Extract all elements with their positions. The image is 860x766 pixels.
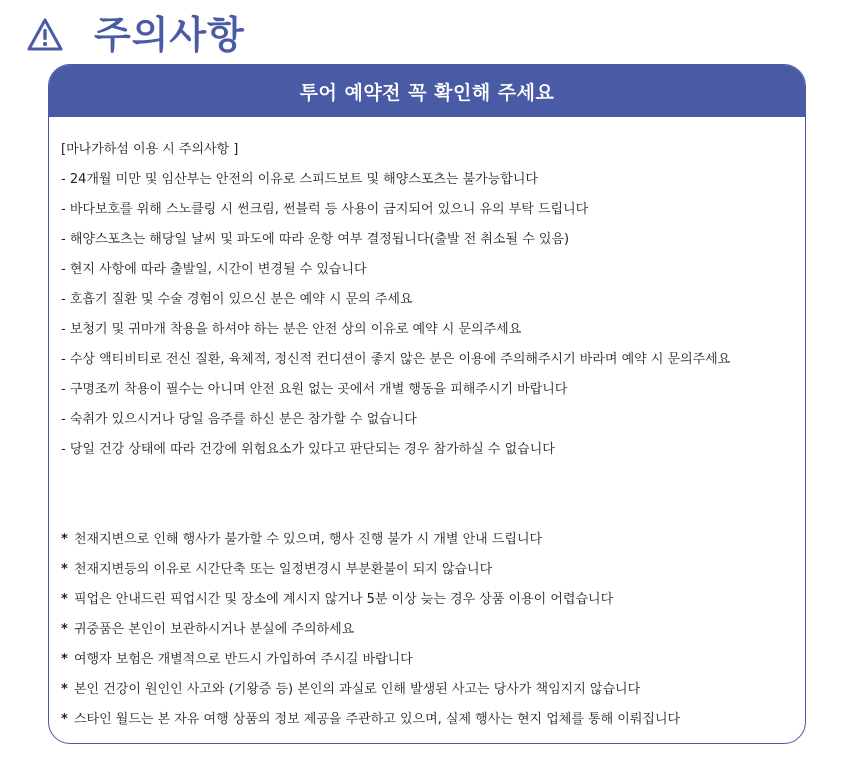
notice-item: - 구명조끼 착용이 필수는 아니며 안전 요원 없는 곳에서 개별 행동을 피해주시기 바랍니다 <box>61 382 568 397</box>
star-notice-item <box>61 555 805 585</box>
star-marker: * <box>61 562 68 577</box>
notice-card <box>48 64 806 744</box>
star-notice-item <box>61 525 805 555</box>
star-marker: * <box>61 622 68 637</box>
star-notice-text: 본인 건강이 원인인 사고와 (기왕증 등) 본인의 과실로 인해 발생된 사고는 당사가 책임지지 않습니다 <box>73 682 641 697</box>
notice-item: - 호흡기 질환 및 수술 경험이 있으신 분은 예약 시 문의 주세요 <box>61 292 413 307</box>
star-notice-item <box>61 645 805 675</box>
star-notice-text: 귀중품은 본인이 보관하시거나 분실에 주의하세요 <box>73 622 355 637</box>
notice-item: - 보청기 및 귀마개 착용을 하셔야 하는 분은 안전 상의 이유로 예약 시 문의주세요 <box>61 322 522 337</box>
star-marker: * <box>61 532 68 547</box>
section-spacer <box>61 465 805 525</box>
notice-item: - 현지 사항에 따라 출발일, 시간이 변경될 수 있습니다 <box>61 262 367 277</box>
star-notice-item <box>61 615 805 645</box>
warning-triangle-icon <box>26 17 64 53</box>
notice-item: - 24개월 미만 및 임산부는 안전의 이유로 스피드보트 및 해양스포츠는 불가능합니다 <box>61 172 538 187</box>
section-label: [마나가하섬 이용 시 주의사항 ] <box>61 142 239 157</box>
page-header <box>26 12 245 58</box>
star-notice-text: 픽업은 안내드린 픽업시간 및 장소에 계시지 않거나 5분 이상 늦는 경우 상품 이용이 어렵습니다 <box>73 592 614 607</box>
notice-item: - 당일 건강 상태에 따라 건강에 위험요소가 있다고 판단되는 경우 참가하실 수 없습니다 <box>61 442 555 457</box>
star-marker: * <box>61 592 68 607</box>
star-notice-item <box>61 705 805 735</box>
star-marker: * <box>61 682 68 697</box>
page-title: 주의사항 <box>94 13 245 57</box>
star-marker: * <box>61 712 68 727</box>
star-notice-text: 천재지변으로 인해 행사가 불가할 수 있으며, 행사 진행 불가 시 개별 안내 드립니다 <box>73 532 543 547</box>
star-notice-text: 여행자 보험은 개별적으로 반드시 가입하여 주시길 바랍니다 <box>73 652 413 667</box>
star-notice-item <box>61 675 805 705</box>
star-notice-text: 스타인 월드는 본 자유 여행 상품의 정보 제공을 주관하고 있으며, 실제 행사는 현지 업체를 통해 이뤄집니다 <box>73 712 681 727</box>
star-notice-item <box>61 585 805 615</box>
star-marker: * <box>61 652 68 667</box>
notice-content <box>49 117 805 735</box>
star-notice-text: 천재지변등의 이유로 시간단축 또는 일정변경시 부분환불이 되지 않습니다 <box>73 562 493 577</box>
notice-item: - 해양스포츠는 해당일 날씨 및 파도에 따라 운항 여부 결정됩니다(출발 전 취소될 수 있음) <box>61 232 570 247</box>
notice-item: - 바다보호를 위해 스노클링 시 썬크림, 썬블럭 등 사용이 금지되어 있으니 유의 부탁 드립니다 <box>61 202 589 217</box>
notice-banner: 투어 예약전 꼭 확인해 주세요 <box>49 65 805 117</box>
notice-item: - 수상 액티비티로 전신 질환, 육체적, 정신적 컨디션이 좋지 않은 분은 이용에 주의해주시기 바라며 예약 시 문의주세요 <box>61 352 731 367</box>
notice-item: - 숙취가 있으시거나 당일 음주를 하신 분은 참가할 수 없습니다 <box>61 412 417 427</box>
